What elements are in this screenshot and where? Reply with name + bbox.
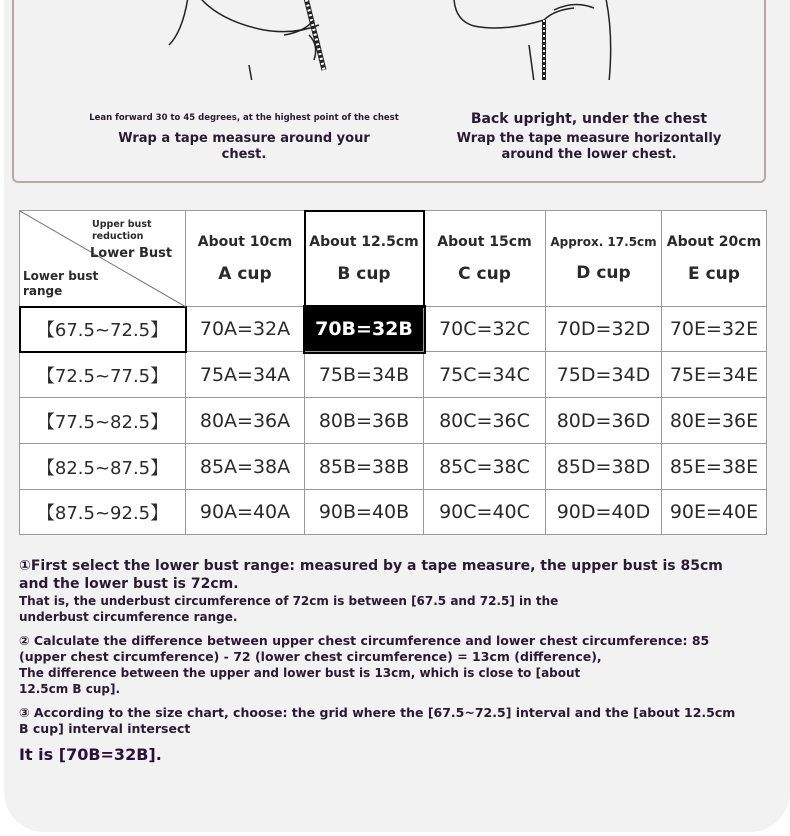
table-row (20, 352, 767, 398)
upper-bust-instruction: Wrap a tape measure around your chest. (118, 131, 370, 162)
size-cell: 75C=34C (424, 352, 546, 398)
upper-bust-reduction-label: Upper bust reduction (92, 219, 152, 242)
lean-forward-caption: Lean forward 30 to 45 degrees, at the highest point of the chest (89, 113, 399, 123)
size-cell: 70E=32E (662, 307, 767, 352)
size-cell: 90B=40B (305, 490, 424, 535)
table-header-row (20, 211, 767, 307)
size-cell: 85B=38B (305, 444, 424, 490)
lower-bust-label: Lower Bust (90, 246, 173, 261)
step-2-detail: The difference between the upper and lower bust is 13cm, which is close to [about 12.5cm B cup]. (19, 666, 581, 696)
size-cell: 85D=38D (546, 444, 662, 490)
range-cell: 【77.5~82.5】 (20, 398, 186, 444)
size-cell: 90D=40D (546, 490, 662, 535)
range-cell: 【67.5~72.5】 (20, 307, 186, 352)
under-chest-caption: Back upright, under the chest (470, 111, 708, 127)
step-3-text: ③ According to the size chart, choose: the grid where the [67.5~72.5] interval and the [about 12.5cm B cup] interval intersect (19, 705, 736, 736)
step-1-detail: That is, the underbust circumference of 72cm is between [67.5 and 72.5] in the underbust circumference range. (19, 594, 559, 624)
size-cell: 70C=32C (424, 307, 546, 352)
lower-bust-instruction: Wrap the tape measure horizontally around the lower chest. (456, 131, 722, 162)
column-header-c: About 15cm C cup (424, 211, 546, 307)
corner-header-cell (20, 211, 186, 307)
sizing-instructions (19, 557, 749, 764)
size-cell: 90A=40A (186, 490, 305, 535)
size-cell: 75B=34B (305, 352, 424, 398)
table-row (20, 444, 767, 490)
step-1 (19, 557, 749, 625)
size-cell: 80D=36D (546, 398, 662, 444)
size-cell: 90C=40C (424, 490, 546, 535)
size-cell: 70D=32D (546, 307, 662, 352)
table-row (20, 398, 767, 444)
bra-size-chart (19, 210, 767, 535)
upright-measure-illustration (444, 0, 644, 80)
table-row (20, 307, 767, 352)
column-header-d: Approx. 17.5cm D cup (546, 211, 662, 307)
size-cell: 80E=36E (662, 398, 767, 444)
size-cell: 75D=34D (546, 352, 662, 398)
range-cell: 【82.5~87.5】 (20, 444, 186, 490)
column-header-e: About 20cm E cup (662, 211, 767, 307)
table-row (20, 490, 767, 535)
size-cell: 80B=36B (305, 398, 424, 444)
size-cell: 85E=38E (662, 444, 767, 490)
size-cell: 75A=34A (186, 352, 305, 398)
highlighted-size-cell: 70B=32B (305, 307, 424, 352)
size-cell: 85A=38A (186, 444, 305, 490)
step-2-text: ② Calculate the difference between upper chest circumference and lower chest circumference: 85 (upper chest circumference) - 72 (lower chest circumference) = 13cm (difference), (19, 633, 710, 664)
size-cell: 75E=34E (662, 352, 767, 398)
measuring-guide-card (12, 0, 766, 183)
range-cell: 【87.5~92.5】 (20, 490, 186, 535)
lower-bust-range-label: Lower bust range (23, 269, 99, 298)
step-2 (19, 633, 749, 697)
lean-forward-measure-illustration (154, 0, 354, 80)
size-cell: 70A=32A (186, 307, 305, 352)
size-cell: 90E=40E (662, 490, 767, 535)
size-cell: 85C=38C (424, 444, 546, 490)
step-1-text: ①First select the lower bust range: measured by a tape measure, the upper bust is 85cm and the lower bust is 72cm. (19, 558, 723, 592)
result-text: It is [70B=32B]. (19, 745, 162, 764)
size-cell: 80C=36C (424, 398, 546, 444)
size-cell: 80A=36A (186, 398, 305, 444)
step-3 (19, 705, 749, 737)
column-header-a: About 10cm A cup (186, 211, 305, 307)
range-cell: 【72.5~77.5】 (20, 352, 186, 398)
column-header-b: About 12.5cm B cup (305, 211, 424, 307)
